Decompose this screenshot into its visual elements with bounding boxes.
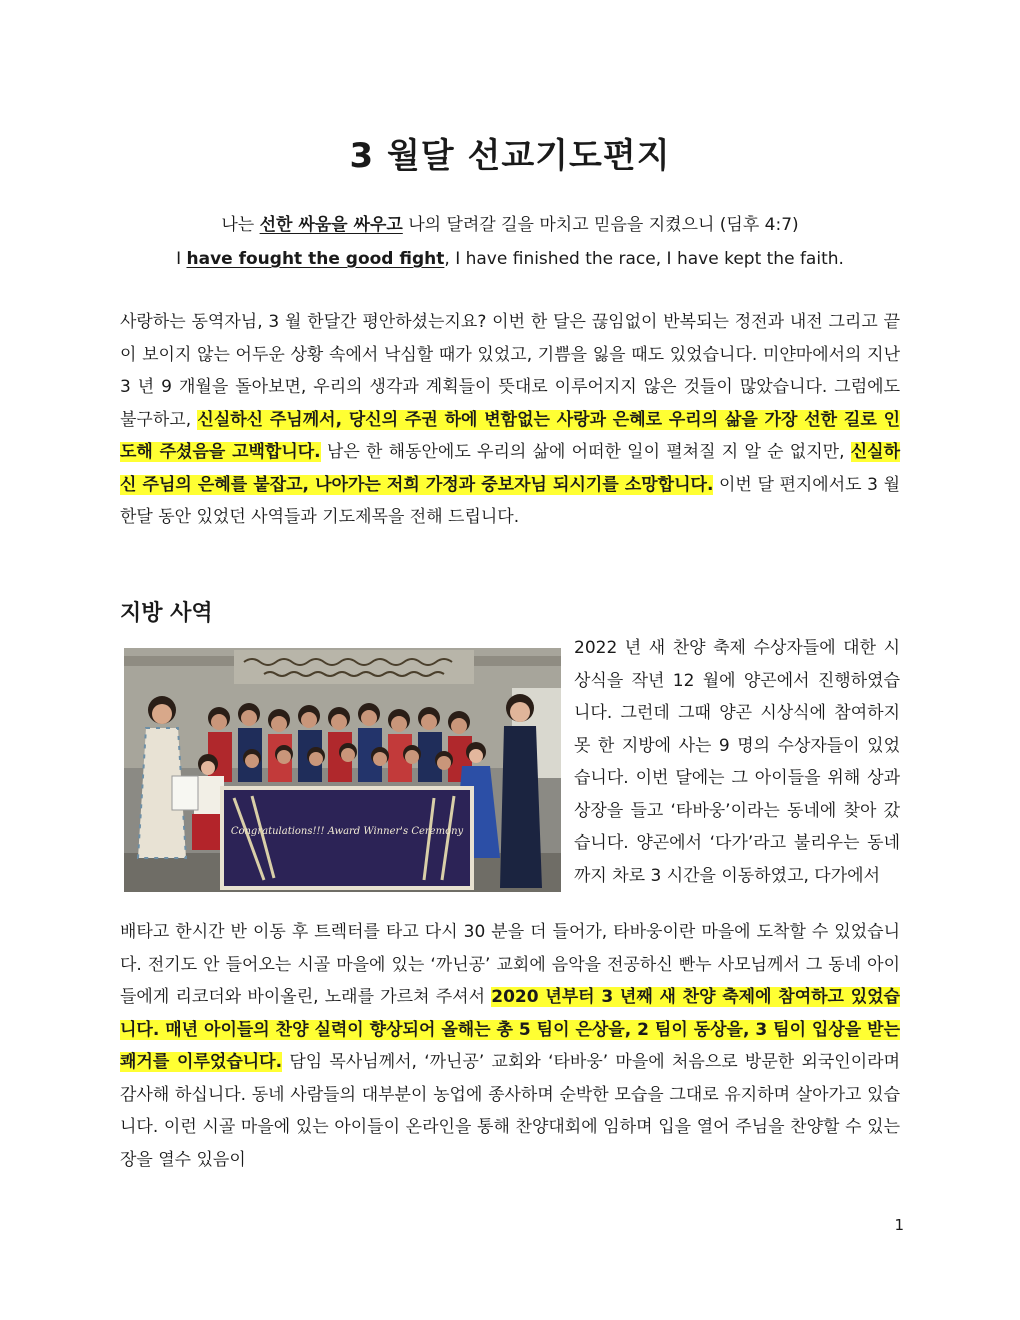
verse-en-text: , I have finished the race, I have kept the faith.	[444, 249, 844, 269]
photo-adult-right-dress	[500, 726, 542, 888]
group-photo-illustration	[124, 648, 561, 892]
bible-verse-korean	[0, 214, 1020, 236]
photo-adult-right-face	[510, 702, 530, 722]
photo-wall-sign	[234, 650, 474, 684]
section-heading: 지방 사역	[120, 601, 213, 626]
photo-banner-text: Congratulations!!! Award Winner's Ceremony	[230, 826, 464, 837]
group-photo	[124, 648, 561, 892]
side-paragraph: 2022 년 새 찬양 축제 수상자들에 대한 시상식을 작년 12 월에 양곤에서 진행하였습니다. 그런데 그때 양곤 시상식에 참여하지 못 한 지방에 사는 9 명의 수상자들이 있었습니다. 이번 달에는 그 아이들을 위해 상과 상장을 들고 ‘타바웅’이라는 동네에 찾아 갔습니다. 양곤에서 ‘다가’라고 불리우는 동네까지 차로 3 시간을 이동하였고, 다가에서	[574, 638, 900, 886]
photo-banner	[222, 788, 472, 888]
paragraph-text: 담임 목사님께서, ‘까닌공’ 교회와 ‘타바웅’ 마을에 처음으로 방문한 외국인이라며 감사해 하십니다. 동네 사람들의 대부분이 농업에 종사하며 순박한 모습을 그대로 유지하며 살아가고 있습니다. 이런 시골 마을에 있는 아이들이 온라인을 통해 찬양대회에 임하며 입을 열어 주님을 찬양할 수 있는 장을 열수 있음이	[120, 1052, 900, 1170]
verse-en-emphasis: have fought the good fight	[186, 249, 445, 269]
paragraph-text: 이번 달 편지에서도 3 월 한달 동안 있었던 사역들과 기도제목을 전해 드립니다.	[120, 474, 900, 527]
verse-ko-text: 나의 달려갈 길을 마치고 믿음을 지켰으니 (딤후 4:7)	[402, 215, 799, 235]
highlighted-text: 신실하신 주님께서, 당신의 주권 하에 변함없는 사랑과 은혜로 우리의 삶을 가장 선한 길로 인도해 주셨음을 고백합니다.	[120, 409, 900, 462]
paragraph-text: 배타고 한시간 반 이동 후 트렉터를 타고 다시 30 분을 더 들어가, 타바웅이란 마을에 도착할 수 있었습니다. 전기도 안 들어오는 시골 마을에 있는 ‘까닌공’ 교회에 음악을 전공하신 빤누 사모님께서 그 동네 아이들에게 리코더와 바이올린, 노래를 가르쳐 주셔서	[120, 922, 900, 1007]
intro-paragraph	[120, 306, 900, 534]
photo-adult-left-face	[152, 704, 172, 724]
page-number: 1	[894, 1216, 904, 1234]
highlighted-text: 2020 년부터 3 년째 새 찬양 축제에 참여하고 있었습니다. 매년 아이들의 찬양 실력이 향상되어 올해는 총 5 팀이 은상을, 2 팀이 동상을, 3 팀이 입상을 받는 쾌거를 이루었습니다.	[120, 987, 900, 1072]
photo-child-face	[201, 761, 215, 775]
page-title: 3 월달 선교기도편지	[349, 136, 671, 176]
verse-ko-text: 나는	[221, 215, 260, 235]
paragraph-text: 사랑하는 동역자님, 3 월 한달간 평안하셨는지요? 이번 한 달은 끊임없이 반복되는 정전과 내전 그리고 끝이 보이지 않는 어두운 상황 속에서 낙심할 때가 있었고, 기쁨을 잃을 때도 있었습니다. 미얀마에서의 지난 3 년 9 개월을 돌아보면, 우리의 생각과 계획들이 뜻대로 이루어지지 않은 것들이 많았습니다. 그럼에도 불구하고,	[120, 312, 900, 430]
bible-verse-english	[0, 248, 1020, 270]
paragraph-text: 남은 한 해동안에도 우리의 삶에 어떠한 일이 펼쳐질 지 알 순 없지만,	[320, 442, 851, 462]
photo-certificate	[172, 776, 198, 810]
verse-ko-emphasis: 선한 싸움을 싸우고	[259, 215, 403, 235]
ministry-paragraph	[120, 916, 900, 1176]
verse-en-text: I	[176, 249, 187, 269]
highlighted-text: 신실하신 주님의 은혜를 붙잡고, 나아가는 저희 가정과 중보자님 되시기를 소망합니다.	[120, 442, 901, 495]
